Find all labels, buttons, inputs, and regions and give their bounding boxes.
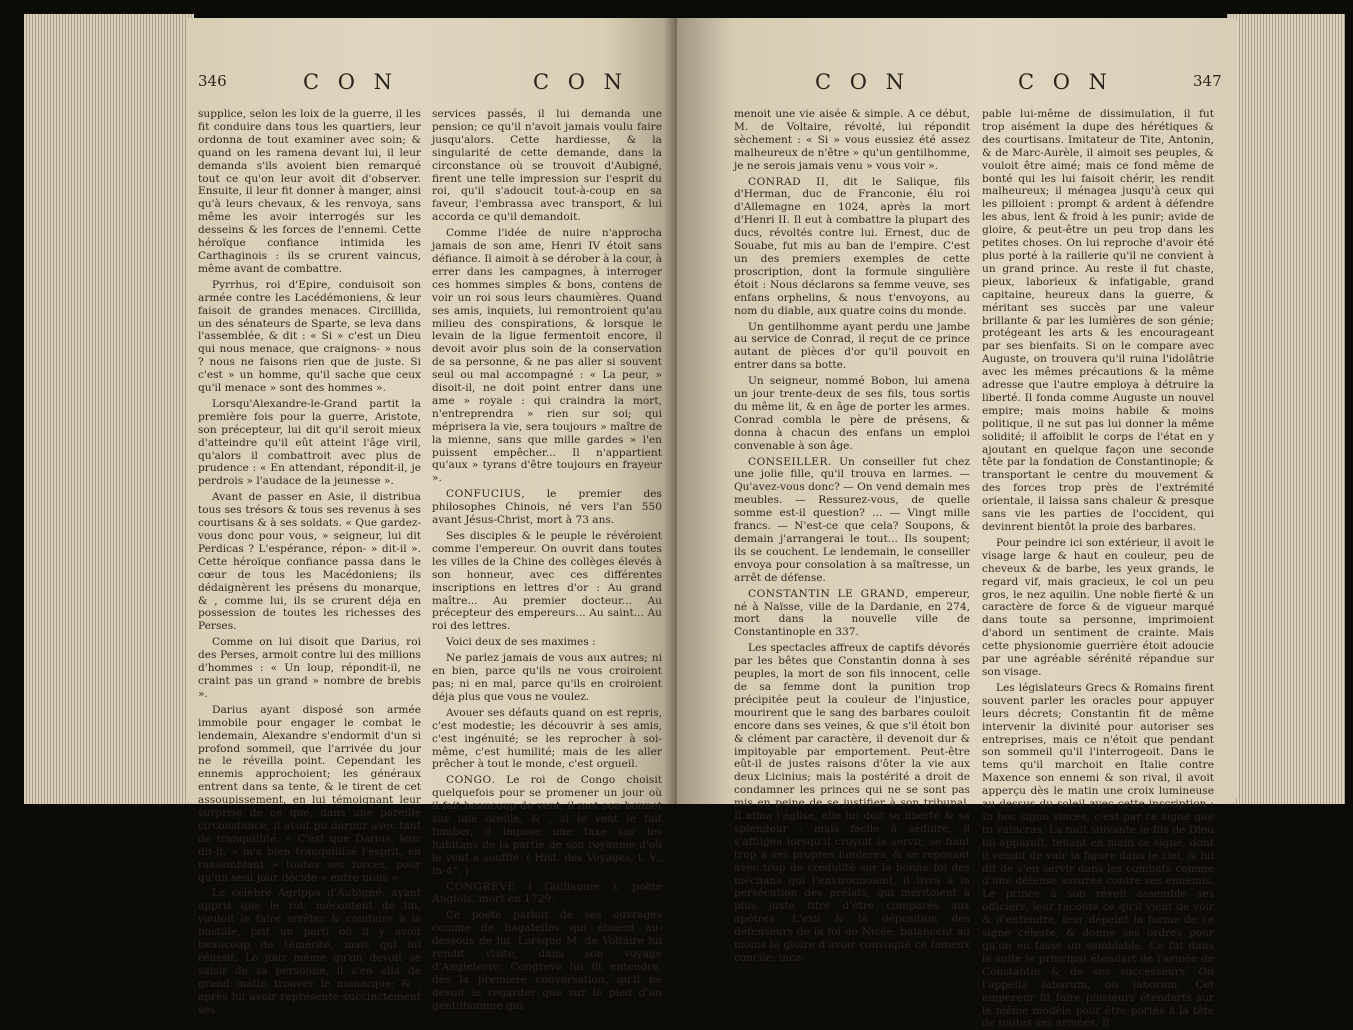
- paragraph: [198, 636, 421, 701]
- paragraph: [432, 881, 662, 907]
- paragraph-text: Lorsqu'Alexandre-le-Grand partit la première fois pour la guerre, Aristote, son précepteur, lui dit qu'il seroit mieux d'atteindre qu'il eût atteint l'âge viril, qu'alors il combattroit avec plus de prudence : « En attendant, répondit-il, je perdrois » l'audace de la jeunesse ».: [198, 397, 421, 488]
- page-number-right: 347: [1193, 72, 1222, 90]
- left-column-1: [198, 108, 421, 1016]
- paragraph: [198, 887, 421, 1016]
- paragraph: [432, 652, 662, 704]
- paragraph-text: ( Guillaume ), poëte Anglois, mort en 1729.: [432, 880, 662, 906]
- paragraph-text: Ne parlez jamais de vous aux autres; ni en bien, parce qu'ils ne vous croiroient pas; ni en mal, parce qu'ils en croiroient déja plus que vous ne voulez.: [432, 652, 662, 703]
- paragraph-text: Comme on lui disoit que Darius, roi des Perses, armoit contre lui des millions d'hommes : « Un loup, répondit-il, ne craint pas un grand » nombre de brebis ».: [198, 636, 421, 700]
- paragraph-text: services passés, il lui demanda une pension; ce qu'il n'avoit jamais voulu faire jusqu'alors. Cette hardiesse, & la singularité de cette demande, dans la circonstance où se trouvoit d'Aubigné, firent une telle impression sur l'esprit du roi, qu'il s'adoucit tout-à-coup en sa faveur, l'embrassa avec transport, & lui accorda ce qu'il demandoit.: [432, 108, 662, 224]
- paragraph: [432, 530, 662, 633]
- paragraph: [432, 636, 662, 649]
- paragraph-text: Un seigneur, nommé Bobon, lui amena un jour trente-deux de ses fils, tous sortis du même lit, & en âge de porter les armes. Conrad combla le père de présens, & donna à chacun des enfans un emploi convenable à son âge.: [734, 375, 970, 452]
- right-page-edges: [1227, 14, 1345, 804]
- right-column-1: [734, 108, 970, 964]
- right-column-2: [982, 108, 1214, 1030]
- paragraph-text: , empereur, né à Naïsse, ville de la Dardanie, en 274, mort dans la nouvelle ville de Constantinople en 337.: [734, 587, 970, 639]
- paragraph: [432, 227, 662, 485]
- running-head: C O N: [1018, 70, 1114, 94]
- paragraph: [432, 774, 662, 877]
- paragraph-text: supplice, selon les loix de la guerre, il les fit conduire dans tous les quartiers, leur ordonna de tout examiner avec soin; & quand on les ramena devant lui, il leur demanda s'ils avoient bien remarqué tout ce qu'on leur avoit dit d'observer. Ensuite, il leur fit donner à manger, ainsi qu'à leurs chevaux, & les renvoya, sans même les avoir interrogés sur les desseins & les forces de l'ennemi. Cette héroïque confiance intimida les Carthaginois : ils se crurent vaincus, même avant de combattre.: [198, 108, 421, 275]
- paragraph-text: , le premier des philosophes Chinois, né vers l'an 550 avant Jésus-Christ, mort à 73 ans.: [432, 488, 662, 527]
- paragraph: [734, 108, 970, 173]
- entry-headword: CONGO: [446, 774, 492, 787]
- running-head: C O N: [533, 70, 629, 94]
- paragraph-text: Avant de passer en Asie, il distribua tous ses trésors & tous ses revenus à ses courtisans & à ses soldats. « Que gardez-vous donc pour vous, » seigneur, lui dit Perdicas ? L'espérance, répon- » dit-il ». Cette héroïque confiance passa dans le cœur de tous les Macédoniens; ils dédaignèrent les présens du monarque, & , comme lui, ils se crurent déja en possession de toutes les richesses des Perses.: [198, 491, 421, 633]
- running-head: C O N: [303, 70, 399, 94]
- paragraph-text: Avouer ses défauts quand on est repris, c'est modestie; les découvrir à ses amis, c'est ingénuité; se les reprocher à soi-même, c'est humilité; mais de les aller prêcher à tout le monde, c'est orgueil.: [432, 706, 662, 771]
- paragraph-text: Voici deux de ses maximes :: [446, 636, 596, 649]
- paragraph: [734, 588, 970, 640]
- right-page: [677, 18, 1237, 1030]
- left-page: [186, 18, 677, 1016]
- paragraph-text: Pour peindre ici son extérieur, il avoit le visage large & haut en couleur, peu de cheveux & de barbe, les yeux grands, le regard vif, mais gracieux, le col un peu gros, le nez aquilin. Une noble fierté & un caractère de force & de vigueur marqué dans toute sa personne, imprimoient d'abord un sentiment de crainte. Mais cette physionomie guerrière étoit adoucie par une agréable sérénité répandue sur son visage.: [982, 536, 1214, 678]
- paragraph: [982, 537, 1214, 679]
- entry-headword: CONSEILLER: [748, 455, 829, 468]
- left-page-edges: [24, 14, 194, 804]
- running-head: C O N: [815, 70, 911, 94]
- paragraph: [734, 321, 970, 373]
- left-column-2: [432, 108, 662, 1012]
- entry-headword: CONFUCIUS: [446, 488, 522, 501]
- paragraph: [432, 909, 662, 1012]
- paragraph-text: Ce poëte parloit de ses ouvrages comme de bagatelles qui étoient au-dessous de lui. Lorsque M. de Voltaire lui rendit visite, dans son voyage d'Angleterre, Congreve lui fit entendre, dès la première conversation, qu'il ne devoit le regarder que sur le pied d'un gentilhomme qui: [432, 909, 662, 1012]
- paragraph: [734, 176, 970, 318]
- page-number-left: 346: [198, 72, 227, 90]
- paragraph: [198, 704, 421, 885]
- paragraph-text: Un gentilhomme ayant perdu une jambe au service de Conrad, il reçut de ce prince autant de pièces d'or qu'il pouvoit en entrer dans sa botte.: [734, 320, 970, 372]
- paragraph: [982, 108, 1214, 534]
- paragraph-text: Pyrrhus, roi d'Epire, conduisoit son armée contre les Lacédémoniens, & leur faisoit de grandes menaces. Circillida, un des sénateurs de Sparte, se leva dans l'assemblée, & dit : « Si » c'est un Dieu qui nous menace, que craignons- » nous ? nous ne faisons rien que de juste. Si c'est » un homme, qu'il sache que ceux qu'il menace » sont des hommes ».: [198, 278, 421, 395]
- paragraph: [198, 108, 421, 276]
- paragraph-text: . Le roi de Congo choisit quelquefois pour se promener un jour où il fait beaucoup de vent; il met son bonnet sur une oreille, & , si le vent le fait tomber, il impose une taxe sur les habitans de la partie de son royaume d'où le vent a soufflé. ( Hist. des Voyages, t. V., in-4°. ): [432, 774, 662, 877]
- paragraph-text: pable lui-même de dissimulation, il fut trop aisément la dupe des hérétiques & des courtisans. Imitateur de Tite, Antonin, & de Marc-Aurèle, il aimoit ses peuples, & vouloit être aimé; mais ce fond même de bonté qui les lui faisoit chérir, les rendit malheureux; il ménagea jusqu'à ceux qui les pilloient : prompt & ardent à défendre les abus, lent & froid à les punir; avide de gloire, & peut-être un peu trop dans les petites choses. On lui reproche d'avoir été plus porté à la raillerie qu'il ne convient à un grand prince. Au reste il fut chaste, pieux, laborieux & infatigable, grand capitaine, heureux dans la guerre, & méritant ses succès par une valeur brillante & par les lumières de son génie; protégeant les arts & les encourageant par ses bienfaits. Si on le compare avec Auguste, on trouvera qu'il ruina l'idolâtrie avec les mêmes précautions & la même adresse que l'autre employa à détruire la liberté. Il fonda comme Auguste un nouvel empire; mais moins habile & moins politique, il ne sut pas lui donner la même solidité; il affoiblit le corps de l'état en y ajoutant en quelque façon une seconde tête par la fondation de Constantinople; & transportant le centre du mouvement & des forces trop près de l'extrémité orientale, il laissa sans chaleur & presque sans vie les parties de l'occident, qui devinrent bientôt la proie des barbares.: [982, 108, 1214, 533]
- entry-headword: CONSTANTIN LE GRAND: [748, 587, 906, 600]
- paragraph-text: Les législateurs Grecs & Romains firent souvent parler les oracles pour appuyer leurs décrets; Constantin fit de même intervenir la divinité pour autoriser ses entreprises, mais ce n'étoit que pendant son sommeil qu'il l'interrogeoit. Dans le tems qu'il marchoit en Italie contre Maxence son ennemi & son rival, il avoit apperçu dès le matin une croix lumineuse au dessus du soleil avec cette inscription : In hoc signo vinces, c'est par ce signe que tu vaincras. La nuit suivante le fils de Dieu lui apparoît, tenant en main ce signe, dont il vendit de voir la figure dans le ciel, & lui dit de s'en servir dans les combats comme d'une défense assurée contre ses ennemis. Le prince à son réveil assemble ses officiers, leur raconte ce qu'il vient de voir & d'entendre, leur dépeint la forme de ce signe céleste, & donne ses ordres pour qu'on en fasse un semblable. Ce fut dans la suite le principal étendart de l'armée de Constantin & de ses successeurs. On l'appella labarum, ou laborum. Cet empereur fit faire plusieurs étendarts sur le même modèle pour être portés à la tête de toutes ses armées. Il: [982, 681, 1214, 1030]
- paragraph: [734, 375, 970, 452]
- right-page-header: [793, 70, 1233, 96]
- paragraph: [734, 456, 970, 585]
- paragraph-text: Ses disciples & le peuple le révéroient comme l'empereur. On ouvrit dans toutes les villes de la Chine des collèges élevés à son honneur, avec ces différentes inscriptions en lettres d'or : Au grand maître... Au premier docteur... Au précepteur des empereurs... Au saint... Au roi des lettres.: [432, 530, 662, 633]
- paragraph: [432, 707, 662, 772]
- paragraph: [734, 642, 970, 965]
- paragraph-text: Darius ayant disposé son armée immobile pour engager le combat le lendemain, Alexandre s'endormit d'un si profond sommeil, que l'arrivée du jour ne le réveilla point. Cependant les ennemis approchoient; les généraux entrent dans sa tente, & le tirent de cet assoupissement, en lui témoignant leur surprise de ce que, dans une pareille circonstance, il avoit pu dormir avec tant de tranquillité. « C'est que Darius, leur dit-il, » m'a bien tranquillisé l'esprit, en rassemblant » toutes ses forces, pour qu'un seul jour décide » entre nous ».: [198, 703, 421, 884]
- entry-headword: CONRAD II: [748, 175, 826, 188]
- paragraph: [198, 398, 421, 488]
- paragraph: [432, 488, 662, 527]
- paragraph-text: Comme l'idée de nuire n'approcha jamais de son ame, Henri IV étoit sans défiance. Il aimoit à se dérober à la cour, à errer dans les campagnes, à interroger ces hommes simples & bons, contens de voir un roi sous leurs chaumières. Quand ses amis, inquiets, lui remontroient qu'au milieu des conspirations, & lorsque le levain de la ligue fermentoit encore, il devoit avoir plus soin de la conservation de sa personne, & ne pas aller si souvent seul ou mal accompagné : « La peur, » disoit-il, ne doit point entrer dans une ame » royale : qui craindra la mort, n'entreprendra » rien sur soi; qui méprisera la vie, sera toujours » maître de la mienne, sans que mille gardes » l'en puissent empêcher... Il n'appartient qu'aux » tyrans d'être toujours en frayeur ».: [432, 227, 662, 485]
- paragraph: [198, 491, 421, 633]
- paragraph: [982, 682, 1214, 1030]
- paragraph: [198, 279, 421, 395]
- left-page-header: [198, 70, 668, 96]
- paragraph-text: Le célèbre Agrippa d'Aubigné, ayant appris que le roi, mécontent de lui, vouloit le faire arrêter & conduire à la bastille, prit un parti où il y avoit beaucoup de témérité, mais qui lui réussit. Le jour même qu'on devoit se saisir de sa personne, il s'en alla de grand matin trouver le monarque; & , après lui avoir représenté succinctement ses: [198, 887, 421, 1016]
- paragraph: [432, 108, 662, 224]
- paragraph-text: Les spectacles affreux de captifs dévorés par les bêtes que Constantin donna à ses peuples, la mort de son fils innocent, celle de sa femme dont la punition trop précipitée peut la couleur de l'injustice, mourirent que le sang des barbares couloit encore dans ses veines, & que s'il étoit bon & clément par caractère, il devenoit dur & impitoyable par emportement. Peut-être eût-il de justes raisons d'ôter la vie aux deux Licinius; mais la postérité a droit de condamner les princes qui ne se sont pas mis en peine de se justifier à son tribunal. Il aima l'église, elle lui doit sa liberté & sa splendeur : mais facile à séduire, il s'affligea lorsqu'il croyoit la servir, se fiant trop à ses propres lumières, & se reposant avec trop de crédulité sur la bonne foi des méchans qui l'environnoient, il livra à la persécution des prélats, qui méritoient à plus juste titre d'être comparés aux apôtres. L'exil & la déposition des défenseurs de la foi de Nicée, balancent au moins la gloire d'avoir convoqué ce fameux concile; inca-: [734, 642, 970, 964]
- paragraph-text: . Un conseiller fut chez une jolie fille, qu'il trouva en larmes. — Qu'avez-vous donc? — On vend demain mes meubles. — Ressurez-vous, de quelle somme est-il question? ... — Vingt mille francs. — N'est-ce que cela? Soupons, & demain j'arrangerai le tout... Ils soupent; ils se couchent. Le lendemain, le conseiller envoya pour consolation à sa maîtresse, un arrêt de défense.: [734, 455, 970, 584]
- paragraph-text: menoit une vie aisée & simple. A ce début, M. de Voltaire, révolté, lui répondit sèchement : « Si » vous eussiez été assez malheureux de n'être » qu'un gentilhomme, je ne serois jamais venu » vous voir ».: [734, 108, 970, 172]
- paragraph-text: , dit le Salique, fils d'Herman, duc de Franconie, élu roi d'Allemagne en 1024, après la mort d'Henri II. Il eut à combattre la plupart des ducs, révoltés contre lui. Ernest, duc de Souabe, fut mis au ban de l'empire. C'est un des premiers exemples de cette proscription, dont la formule singulière étoit : Nous déclarons sa femme veuve, ses enfans orphelins, & nous t'envoyons, au nom du diable, aux quatre coins du monde.: [734, 175, 970, 317]
- entry-headword: CONGREVE: [446, 880, 516, 893]
